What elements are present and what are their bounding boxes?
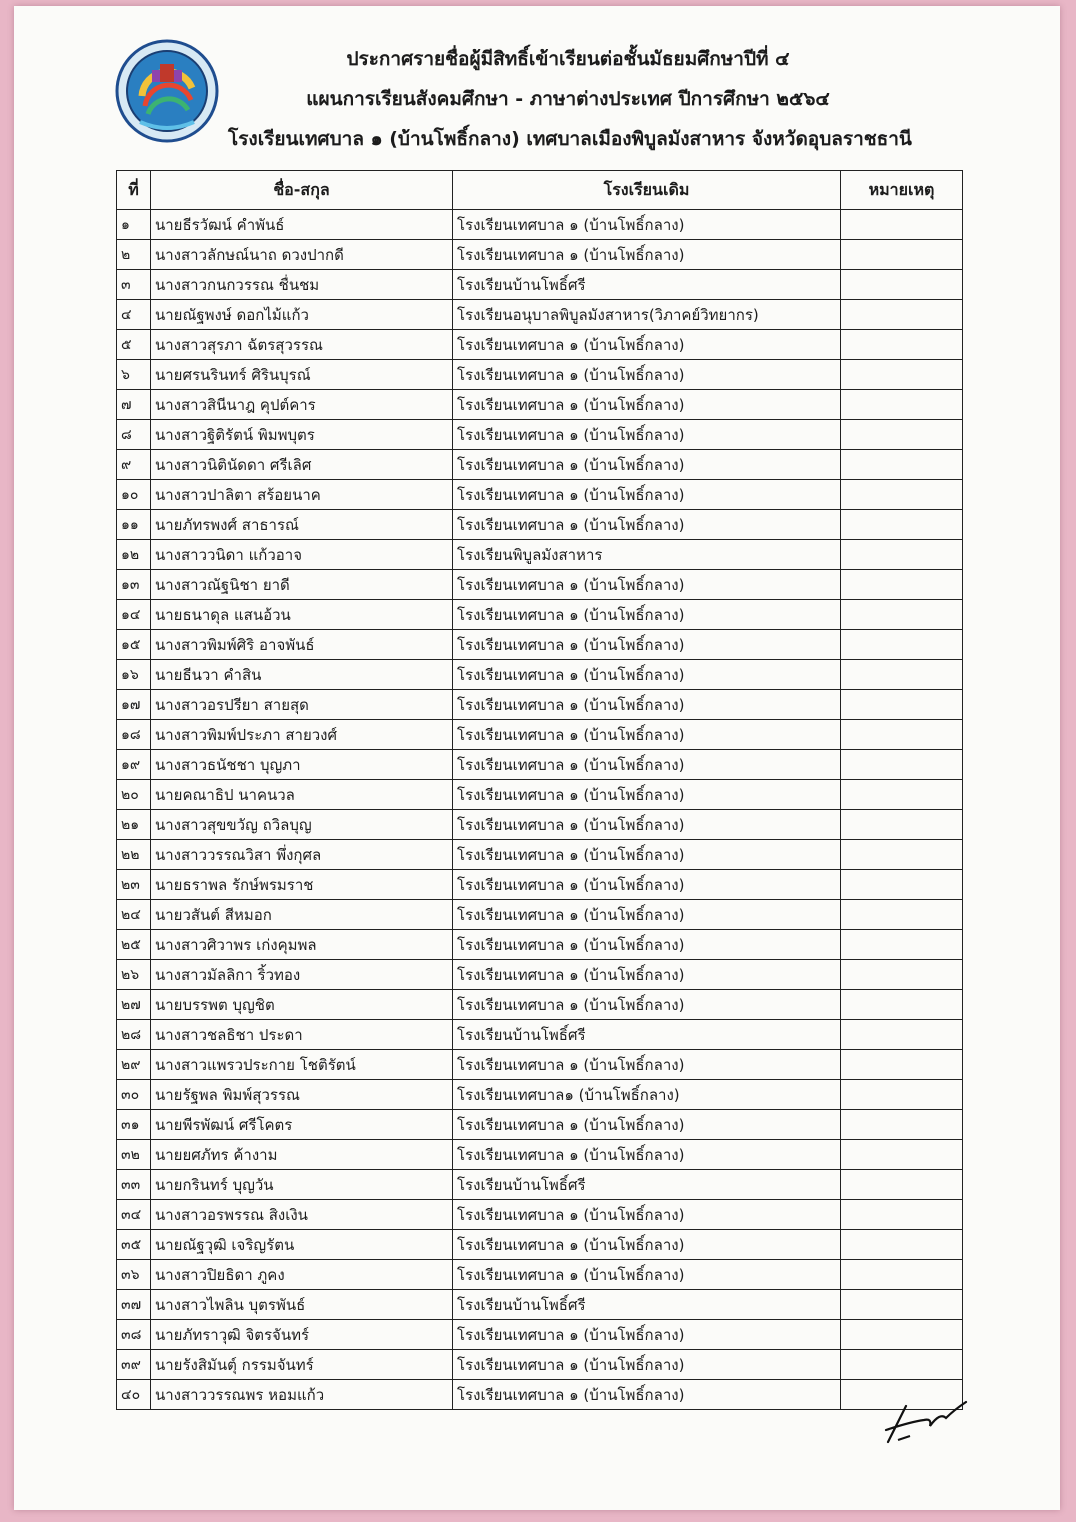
header-previous-school: โรงเรียนเดิม xyxy=(453,171,841,210)
cell-remarks xyxy=(841,720,963,750)
cell-number: ๘ xyxy=(117,420,151,450)
cell-student-name: นายกรินทร์ บุญวัน xyxy=(151,1170,453,1200)
cell-previous-school: โรงเรียนเทศบาล ๑ (บ้านโพธิ์กลาง) xyxy=(453,990,841,1020)
cell-previous-school: โรงเรียนเทศบาล ๑ (บ้านโพธิ์กลาง) xyxy=(453,510,841,540)
cell-number: ๑๗ xyxy=(117,690,151,720)
cell-previous-school: โรงเรียนเทศบาล ๑ (บ้านโพธิ์กลาง) xyxy=(453,900,841,930)
cell-number: ๒๑ xyxy=(117,810,151,840)
cell-previous-school: โรงเรียนเทศบาล ๑ (บ้านโพธิ์กลาง) xyxy=(453,1320,841,1350)
table-row xyxy=(117,420,963,450)
cell-previous-school: โรงเรียนเทศบาล ๑ (บ้านโพธิ์กลาง) xyxy=(453,690,841,720)
cell-number: ๓๘ xyxy=(117,1320,151,1350)
cell-number: ๔ xyxy=(117,300,151,330)
table-row xyxy=(117,1290,963,1320)
cell-remarks xyxy=(841,1080,963,1110)
table-row xyxy=(117,390,963,420)
cell-remarks xyxy=(841,1350,963,1380)
table-row xyxy=(117,270,963,300)
table-row xyxy=(117,210,963,240)
cell-remarks xyxy=(841,1230,963,1260)
table-row xyxy=(117,780,963,810)
table-row xyxy=(117,1140,963,1170)
table-row xyxy=(117,1110,963,1140)
table-row xyxy=(117,570,963,600)
cell-student-name: นางสาวชลธิชา ประดา xyxy=(151,1020,453,1050)
cell-number: ๗ xyxy=(117,390,151,420)
cell-remarks xyxy=(841,1110,963,1140)
cell-student-name: นายธีรวัฒน์ คำพันธ์ xyxy=(151,210,453,240)
cell-previous-school: โรงเรียนเทศบาล ๑ (บ้านโพธิ์กลาง) xyxy=(453,720,841,750)
cell-remarks xyxy=(841,270,963,300)
cell-student-name: นายยศภัทร ค้างาม xyxy=(151,1140,453,1170)
cell-number: ๒๙ xyxy=(117,1050,151,1080)
cell-number: ๒๘ xyxy=(117,1020,151,1050)
cell-previous-school: โรงเรียนเทศบาล ๑ (บ้านโพธิ์กลาง) xyxy=(453,1140,841,1170)
cell-student-name: นายธนาดุล แสนอ้วน xyxy=(151,600,453,630)
cell-previous-school: โรงเรียนเทศบาล ๑ (บ้านโพธิ์กลาง) xyxy=(453,750,841,780)
cell-number: ๓๖ xyxy=(117,1260,151,1290)
cell-previous-school: โรงเรียนเทศบาล ๑ (บ้านโพธิ์กลาง) xyxy=(453,1200,841,1230)
cell-remarks xyxy=(841,510,963,540)
table-row xyxy=(117,1320,963,1350)
cell-student-name: นายณัฐวุฒิ เจริญรัตน xyxy=(151,1230,453,1260)
cell-number: ๑๓ xyxy=(117,570,151,600)
cell-remarks xyxy=(841,480,963,510)
table-row xyxy=(117,960,963,990)
table-row xyxy=(117,1380,963,1410)
cell-student-name: นายพีรพัฒน์ ศรีโคตร xyxy=(151,1110,453,1140)
cell-previous-school: โรงเรียนเทศบาล ๑ (บ้านโพธิ์กลาง) xyxy=(453,1230,841,1260)
cell-student-name: นายคณาธิป นาคนวล xyxy=(151,780,453,810)
cell-previous-school: โรงเรียนเทศบาล ๑ (บ้านโพธิ์กลาง) xyxy=(453,870,841,900)
cell-previous-school: โรงเรียนบ้านโพธิ์ศรี xyxy=(453,1020,841,1050)
cell-previous-school: โรงเรียนเทศบาล ๑ (บ้านโพธิ์กลาง) xyxy=(453,960,841,990)
cell-student-name: นางสาวพิมพ์ศิริ อาจพันธ์ xyxy=(151,630,453,660)
table-header-row xyxy=(117,171,963,210)
cell-student-name: นายศรนรินทร์ ศิรินบุรณ์ xyxy=(151,360,453,390)
cell-student-name: นางสาวสุขขวัญ ถวิลบุญ xyxy=(151,810,453,840)
header-name: ชื่อ-สกุล xyxy=(151,171,453,210)
cell-number: ๕ xyxy=(117,330,151,360)
table-row xyxy=(117,1350,963,1380)
cell-remarks xyxy=(841,810,963,840)
table-row xyxy=(117,1230,963,1260)
cell-remarks xyxy=(841,1170,963,1200)
table-row xyxy=(117,1050,963,1080)
cell-student-name: นางสาวฐิติรัตน์ พิมพบุตร xyxy=(151,420,453,450)
cell-number: ๒๔ xyxy=(117,900,151,930)
cell-student-name: นางสาวแพรวประกาย โชติรัตน์ xyxy=(151,1050,453,1080)
school-subtitle: โรงเรียนเทศบาล ๑ (บ้านโพธิ์กลาง) เทศบาลเมืองพิบูลมังสาหาร จังหวัดอุบลราชธานี xyxy=(228,128,912,150)
table-row xyxy=(117,870,963,900)
cell-previous-school: โรงเรียนเทศบาล ๑ (บ้านโพธิ์กลาง) xyxy=(453,570,841,600)
cell-remarks xyxy=(841,960,963,990)
table-row xyxy=(117,540,963,570)
cell-number: ๑๒ xyxy=(117,540,151,570)
cell-previous-school: โรงเรียนบ้านโพธิ์ศรี xyxy=(453,1170,841,1200)
cell-number: ๑ xyxy=(117,210,151,240)
school-logo xyxy=(112,36,222,146)
cell-previous-school: โรงเรียนเทศบาล๑ (บ้านโพธิ์กลาง) xyxy=(453,1080,841,1110)
cell-previous-school: โรงเรียนเทศบาล ๑ (บ้านโพธิ์กลาง) xyxy=(453,660,841,690)
cell-remarks xyxy=(841,990,963,1020)
cell-remarks xyxy=(841,750,963,780)
cell-student-name: นางสาวไพลิน บุตรพันธ์ xyxy=(151,1290,453,1320)
cell-remarks xyxy=(841,1200,963,1230)
student-list-table xyxy=(116,170,963,1410)
cell-remarks xyxy=(841,240,963,270)
cell-number: ๓๓ xyxy=(117,1170,151,1200)
cell-number: ๒๓ xyxy=(117,870,151,900)
table-row xyxy=(117,600,963,630)
cell-previous-school: โรงเรียนบ้านโพธิ์ศรี xyxy=(453,1290,841,1320)
cell-remarks xyxy=(841,1050,963,1080)
cell-number: ๑๐ xyxy=(117,480,151,510)
cell-previous-school: โรงเรียนอนุบาลพิบูลมังสาหาร(วิภาคย์วิทยากร) xyxy=(453,300,841,330)
cell-previous-school: โรงเรียนเทศบาล ๑ (บ้านโพธิ์กลาง) xyxy=(453,600,841,630)
cell-number: ๙ xyxy=(117,450,151,480)
cell-student-name: นางสาววนิดา แก้วอาจ xyxy=(151,540,453,570)
cell-number: ๒๗ xyxy=(117,990,151,1020)
header-remarks: หมายเหตุ xyxy=(841,171,963,210)
cell-student-name: นางสาวอรปรียา สายสุด xyxy=(151,690,453,720)
cell-student-name: นางสาวปาลิตา สร้อยนาค xyxy=(151,480,453,510)
table-row xyxy=(117,1080,963,1110)
cell-previous-school: โรงเรียนเทศบาล ๑ (บ้านโพธิ์กลาง) xyxy=(453,1350,841,1380)
cell-remarks xyxy=(841,450,963,480)
cell-student-name: นางสาวลักษณ์นาถ ดวงปากดี xyxy=(151,240,453,270)
cell-number: ๓๑ xyxy=(117,1110,151,1140)
announcement-title: ประกาศรายชื่อผู้มีสิทธิ์เข้าเรียนต่อชั้นมัธยมศึกษาปีที่ ๔ xyxy=(346,48,790,70)
cell-student-name: นางสาวมัลลิกา ริ้วทอง xyxy=(151,960,453,990)
header-no: ที่ xyxy=(117,171,151,210)
cell-number: ๑๙ xyxy=(117,750,151,780)
program-subtitle: แผนการเรียนสังคมศึกษา - ภาษาต่างประเทศ ปีการศึกษา ๒๕๖๔ xyxy=(306,88,830,110)
cell-remarks xyxy=(841,1020,963,1050)
cell-previous-school: โรงเรียนพิบูลมังสาหาร xyxy=(453,540,841,570)
cell-student-name: นายภัทรพงศ์ สาธารณ์ xyxy=(151,510,453,540)
cell-remarks xyxy=(841,600,963,630)
cell-remarks xyxy=(841,690,963,720)
cell-remarks xyxy=(841,570,963,600)
cell-number: ๓๕ xyxy=(117,1230,151,1260)
cell-previous-school: โรงเรียนเทศบาล ๑ (บ้านโพธิ์กลาง) xyxy=(453,480,841,510)
table-row xyxy=(117,690,963,720)
cell-student-name: นางสาวพิมพ์ประภา สายวงศ์ xyxy=(151,720,453,750)
cell-remarks xyxy=(841,780,963,810)
table-row xyxy=(117,360,963,390)
cell-previous-school: โรงเรียนเทศบาล ๑ (บ้านโพธิ์กลาง) xyxy=(453,1260,841,1290)
cell-student-name: นางสาวศิวาพร เก่งคุมพล xyxy=(151,930,453,960)
cell-remarks xyxy=(841,930,963,960)
cell-number: ๑๑ xyxy=(117,510,151,540)
table-row xyxy=(117,660,963,690)
table-row xyxy=(117,930,963,960)
cell-previous-school: โรงเรียนเทศบาล ๑ (บ้านโพธิ์กลาง) xyxy=(453,1110,841,1140)
cell-previous-school: โรงเรียนเทศบาล ๑ (บ้านโพธิ์กลาง) xyxy=(453,360,841,390)
cell-student-name: นางสาวปิยธิดา ภูคง xyxy=(151,1260,453,1290)
cell-number: ๓๒ xyxy=(117,1140,151,1170)
table-row xyxy=(117,750,963,780)
cell-remarks xyxy=(841,840,963,870)
cell-previous-school: โรงเรียนเทศบาล ๑ (บ้านโพธิ์กลาง) xyxy=(453,450,841,480)
table-row xyxy=(117,720,963,750)
cell-remarks xyxy=(841,420,963,450)
table-row xyxy=(117,330,963,360)
table-row xyxy=(117,1020,963,1050)
cell-student-name: นางสาวนิตินัดดา ศรีเลิศ xyxy=(151,450,453,480)
cell-student-name: นางสาวณัฐนิชา ยาดี xyxy=(151,570,453,600)
cell-remarks xyxy=(841,660,963,690)
cell-previous-school: โรงเรียนเทศบาล ๑ (บ้านโพธิ์กลาง) xyxy=(453,210,841,240)
cell-number: ๖ xyxy=(117,360,151,390)
cell-previous-school: โรงเรียนเทศบาล ๑ (บ้านโพธิ์กลาง) xyxy=(453,1380,841,1410)
cell-remarks xyxy=(841,1320,963,1350)
table-row xyxy=(117,1260,963,1290)
cell-previous-school: โรงเรียนเทศบาล ๑ (บ้านโพธิ์กลาง) xyxy=(453,810,841,840)
cell-student-name: นายธีนวา คำสิน xyxy=(151,660,453,690)
cell-number: ๒๒ xyxy=(117,840,151,870)
table-row xyxy=(117,1200,963,1230)
cell-number: ๒ xyxy=(117,240,151,270)
cell-remarks xyxy=(841,210,963,240)
cell-number: ๒๖ xyxy=(117,960,151,990)
cell-student-name: นายบรรพต บุญชิต xyxy=(151,990,453,1020)
cell-remarks xyxy=(841,540,963,570)
cell-number: ๑๘ xyxy=(117,720,151,750)
cell-student-name: นายรัฐพล พิมพ์สุวรรณ xyxy=(151,1080,453,1110)
cell-remarks xyxy=(841,870,963,900)
cell-previous-school: โรงเรียนเทศบาล ๑ (บ้านโพธิ์กลาง) xyxy=(453,780,841,810)
cell-number: ๓๙ xyxy=(117,1350,151,1380)
table-row xyxy=(117,450,963,480)
cell-student-name: นางสาววรรณวิสา พึ่งกุศล xyxy=(151,840,453,870)
cell-remarks xyxy=(841,300,963,330)
cell-student-name: นายวสันต์ สีหมอก xyxy=(151,900,453,930)
cell-remarks xyxy=(841,360,963,390)
table-row xyxy=(117,510,963,540)
cell-number: ๓๐ xyxy=(117,1080,151,1110)
signature xyxy=(880,1392,972,1452)
cell-student-name: นางสาวกนกวรรณ ชื่นชม xyxy=(151,270,453,300)
cell-student-name: นางสาวสุรภา ฉัตรสุวรรณ xyxy=(151,330,453,360)
cell-previous-school: โรงเรียนเทศบาล ๑ (บ้านโพธิ์กลาง) xyxy=(453,240,841,270)
cell-previous-school: โรงเรียนเทศบาล ๑ (บ้านโพธิ์กลาง) xyxy=(453,390,841,420)
cell-remarks xyxy=(841,1140,963,1170)
table-row xyxy=(117,300,963,330)
cell-student-name: นายภัทราวุฒิ จิตรจันทร์ xyxy=(151,1320,453,1350)
cell-remarks xyxy=(841,630,963,660)
table-row xyxy=(117,630,963,660)
table-row xyxy=(117,990,963,1020)
cell-number: ๑๔ xyxy=(117,600,151,630)
cell-previous-school: โรงเรียนเทศบาล ๑ (บ้านโพธิ์กลาง) xyxy=(453,330,841,360)
cell-previous-school: โรงเรียนเทศบาล ๑ (บ้านโพธิ์กลาง) xyxy=(453,420,841,450)
cell-number: ๓๔ xyxy=(117,1200,151,1230)
cell-previous-school: โรงเรียนเทศบาล ๑ (บ้านโพธิ์กลาง) xyxy=(453,930,841,960)
cell-remarks xyxy=(841,330,963,360)
cell-student-name: นายรังสิมันต์ุ กรรมจันทร์ xyxy=(151,1350,453,1380)
table-row xyxy=(117,840,963,870)
cell-remarks xyxy=(841,1260,963,1290)
cell-number: ๔๐ xyxy=(117,1380,151,1410)
table-row xyxy=(117,240,963,270)
cell-previous-school: โรงเรียนบ้านโพธิ์ศรี xyxy=(453,270,841,300)
table-row xyxy=(117,810,963,840)
cell-previous-school: โรงเรียนเทศบาล ๑ (บ้านโพธิ์กลาง) xyxy=(453,840,841,870)
table-row xyxy=(117,1170,963,1200)
cell-student-name: นางสาวอรพรรณ สิงเงิน xyxy=(151,1200,453,1230)
table-row xyxy=(117,900,963,930)
cell-remarks xyxy=(841,900,963,930)
cell-student-name: นายธราพล รักษ์พรมราช xyxy=(151,870,453,900)
cell-number: ๑๕ xyxy=(117,630,151,660)
cell-number: ๓ xyxy=(117,270,151,300)
cell-remarks xyxy=(841,1290,963,1320)
cell-number: ๒๐ xyxy=(117,780,151,810)
table-row xyxy=(117,480,963,510)
cell-student-name: นางสาวสินีนาฎ คุปต์คาร xyxy=(151,390,453,420)
cell-number: ๒๕ xyxy=(117,930,151,960)
cell-student-name: นางสาววรรณพร หอมแก้ว xyxy=(151,1380,453,1410)
cell-previous-school: โรงเรียนเทศบาล ๑ (บ้านโพธิ์กลาง) xyxy=(453,630,841,660)
cell-number: ๑๖ xyxy=(117,660,151,690)
cell-previous-school: โรงเรียนเทศบาล ๑ (บ้านโพธิ์กลาง) xyxy=(453,1050,841,1080)
cell-remarks xyxy=(841,390,963,420)
cell-student-name: นายณัฐพงษ์ ดอกไม้แก้ว xyxy=(151,300,453,330)
cell-number: ๓๗ xyxy=(117,1290,151,1320)
cell-student-name: นางสาวธนัชชา บุญภา xyxy=(151,750,453,780)
